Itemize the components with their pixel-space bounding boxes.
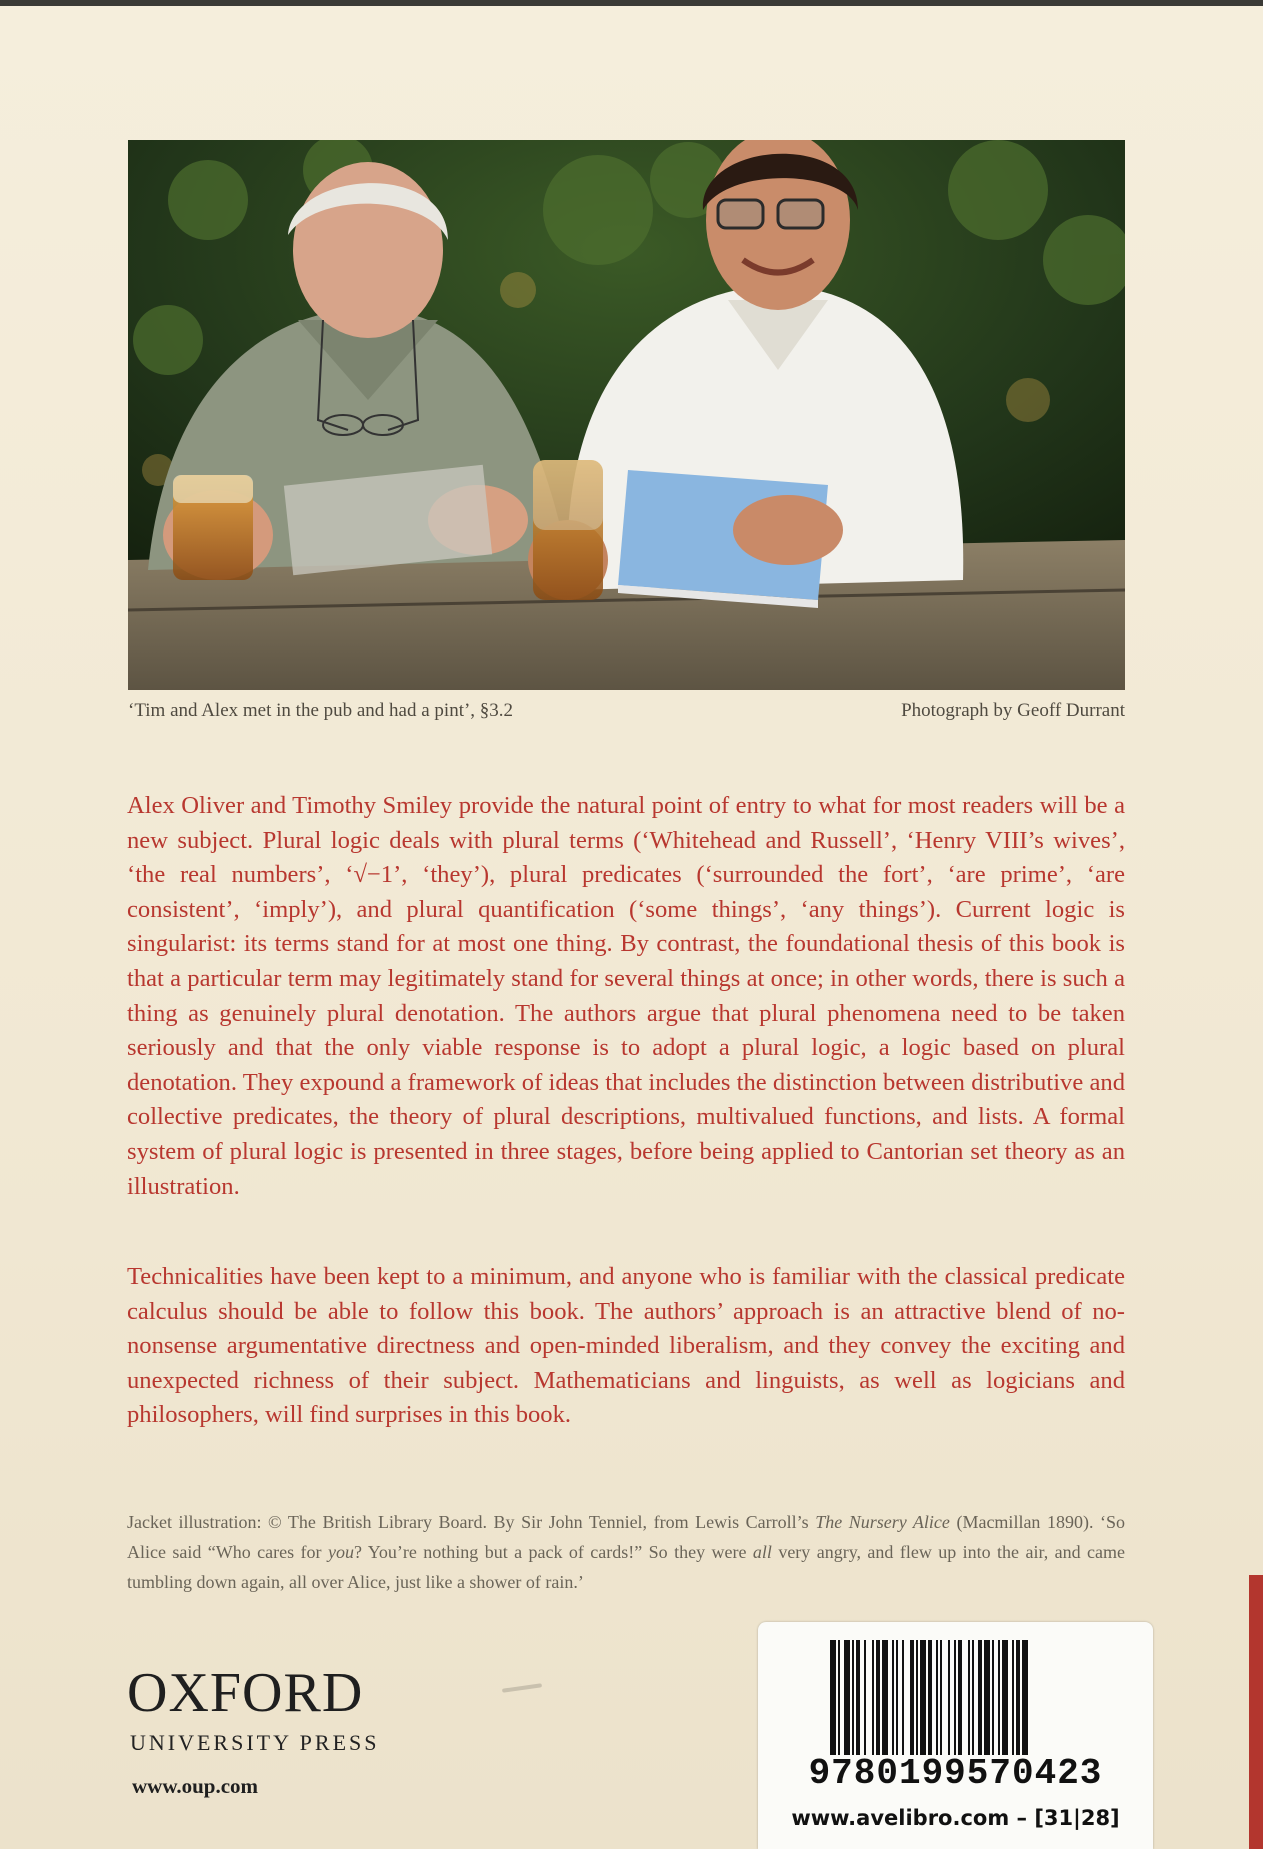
barcode-bar (872, 1640, 874, 1755)
barcode-bar (852, 1640, 854, 1755)
spine-strip (1249, 1575, 1263, 1849)
barcode-bar (1002, 1640, 1008, 1755)
barcode-bar (892, 1640, 894, 1755)
credit-text-1: Jacket illustration: © The British Library Board. By Sir John Tenniel, from Lewis Carroll’s (127, 1512, 816, 1532)
credit-italic-you: you (327, 1542, 354, 1562)
barcode-bar (896, 1640, 898, 1755)
barcode-bar (1012, 1640, 1014, 1755)
barcode-bar (984, 1640, 990, 1755)
publisher-url: www.oup.com (132, 1774, 259, 1798)
barcode-bar (910, 1640, 914, 1755)
author-photo (128, 140, 1125, 690)
barcode-bar (844, 1640, 850, 1755)
barcode-bar (968, 1640, 970, 1755)
credit-text-4: very angry, and flew up into the air, and came tumbling down again, all over Alice, just like a shower of rain.’ (127, 1542, 1125, 1592)
credit-text-2: (Macmillan 1890). ‘So Alice said “Who cares for (127, 1512, 1126, 1562)
barcode-bar (864, 1640, 866, 1755)
blurb-paragraph-1: Alex Oliver and Timothy Smiley provide the natural point of entry to what for most readers will be a new subject. Plural logic deals with plural terms (‘Whitehead and Russell’, ‘Henry VIII’s wives’, ‘the real numbers’, ‘√−1’, ‘they’), plural predicates (‘surrounded the fort’, ‘are prime’, ‘are consistent’, ‘imply’), and plural quantification (‘some things’, ‘any things’). Current logic is singularist: its terms stand for at most one thing. By contrast, the foundational thesis of this book is that a particular term may legitimately stand for several things at once; in other words, there is such a thing as genuinely plural denotation. The authors argue that plural phenomena need to be taken seriously and that the only viable response is to adopt a plural logic, a logic based on plural denotation. They expound a framework of ideas that includes the distinction between distributive and collective predicates, the theory of plural descriptions, multivalued functions, and lists. A formal system of plural logic is presented in three stages, before being applied to Cantorian set theory as an illustration. (127, 792, 1125, 1200)
barcode-bar (958, 1640, 962, 1755)
barcode (828, 1640, 1083, 1755)
barcode-bar (978, 1640, 982, 1755)
barcode-bar (830, 1640, 836, 1755)
barcode-sticker (758, 1622, 1153, 1849)
barcode-bar (920, 1640, 926, 1755)
barcode-bar (1016, 1640, 1020, 1755)
barcode-bar (940, 1640, 942, 1755)
barcode-bar (936, 1640, 938, 1755)
store-label: www.avelibro.com – [31|28] (791, 1806, 1120, 1830)
barcode-bar (948, 1640, 950, 1755)
barcode-bar (972, 1640, 974, 1755)
barcode-bar (882, 1640, 888, 1755)
barcode-bar (928, 1640, 932, 1755)
credit-text-3: ? You’re nothing but a pack of cards!” So they were (353, 1542, 753, 1562)
barcode-bar (992, 1640, 994, 1755)
blurb-paragraph-2: Technicalities have been kept to a minimum, and anyone who is familiar with the classical predicate calculus should be able to follow this book. The authors’ approach is an attractive blend of no-nonsense argumentative directness and open-minded liberalism, and they convey the exciting and unexpected richness of their subject. Mathematicians and linguists, as well as logicians and philosophers, will find surprises in this book. (127, 1263, 1125, 1429)
oxford-logo: OXFORD (127, 1662, 364, 1724)
barcode-bar (876, 1640, 880, 1755)
barcode-bar (838, 1640, 840, 1755)
photo-credit: Photograph by Geoff Durrant (901, 700, 1125, 721)
barcode-bar (998, 1640, 1000, 1755)
barcode-bar (916, 1640, 918, 1755)
photo-caption: ‘Tim and Alex met in the pub and had a pint’, §3.2 (128, 700, 514, 721)
isbn-number: 9780199570423 (808, 1753, 1103, 1794)
university-press-label: UNIVERSITY PRESS (130, 1730, 380, 1755)
barcode-bar (1022, 1640, 1028, 1755)
credit-italic-all: all (752, 1542, 772, 1562)
credit-book-title: The Nursery Alice (815, 1512, 950, 1532)
barcode-bar (856, 1640, 860, 1755)
barcode-bar (902, 1640, 904, 1755)
barcode-bar (954, 1640, 956, 1755)
jacket-illustration-credit (127, 1507, 1125, 1597)
author-photo-illustration (128, 140, 1125, 690)
